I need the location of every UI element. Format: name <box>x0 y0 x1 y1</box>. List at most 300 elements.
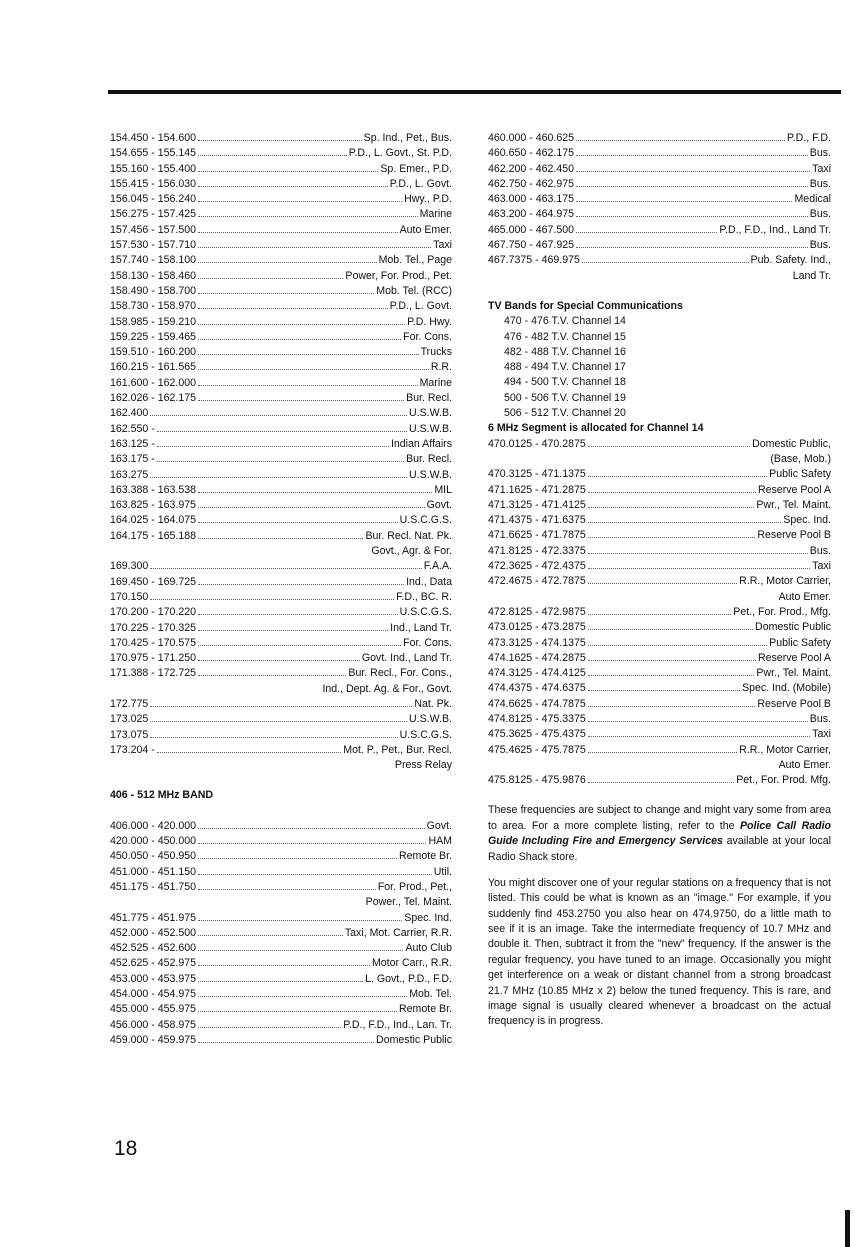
dot-leader <box>588 553 808 554</box>
service-user: U.S.C.G.S. <box>399 606 452 619</box>
frequency-range: 156.275 - 157.425 <box>110 208 197 221</box>
service-user: Govt. Ind., Land Tr. <box>361 652 452 665</box>
service-user: Trucks <box>420 346 452 359</box>
dot-leader <box>157 446 389 447</box>
dot-leader <box>150 477 407 478</box>
frequency-row <box>488 697 831 712</box>
tv-channel-item: 488 - 494 T.V. Channel 17 <box>504 361 626 374</box>
frequency-row <box>110 376 452 391</box>
segment-heading: 6 MHz Segment is allocated for Channel 14 <box>488 422 704 435</box>
dot-leader <box>198 874 432 875</box>
service-user: P.D., F.D. <box>787 132 831 144</box>
service-user: Public Safety <box>769 468 831 481</box>
frequency-row <box>110 651 452 666</box>
frequency-range: 163.388 - 163.538 <box>110 483 197 496</box>
frequency-range: 157.530 - 157.710 <box>110 239 197 252</box>
service-user: P.D., L. Govt. <box>389 300 452 313</box>
frequency-row <box>110 437 452 452</box>
dot-leader <box>576 232 717 233</box>
service-user-continued: Press Relay <box>394 759 452 772</box>
dot-leader <box>198 324 405 325</box>
service-user: Ind., Land Tr. <box>390 621 452 634</box>
frequency-range: 170.200 - 170.220 <box>110 606 197 619</box>
dot-leader <box>198 630 388 631</box>
dot-leader <box>198 400 404 401</box>
frequency-row <box>110 529 452 544</box>
dot-leader <box>198 614 398 615</box>
service-user-continued: Power., Tel. Maint. <box>365 896 452 909</box>
dot-leader <box>157 752 342 753</box>
frequency-row <box>110 177 452 192</box>
frequency-row <box>110 605 452 620</box>
service-user: Medical <box>794 193 831 206</box>
dot-leader <box>588 568 810 569</box>
dot-leader <box>198 675 346 676</box>
service-user: Bur. Recl. <box>406 392 452 405</box>
frequency-row <box>488 467 831 482</box>
dot-leader <box>157 431 407 432</box>
frequency-range: 164.175 - 165.188 <box>110 529 197 542</box>
dot-leader <box>198 889 376 890</box>
frequency-row <box>488 620 831 635</box>
frequency-range: 154.450 - 154.600 <box>110 132 197 144</box>
service-user: F.D., BC. R. <box>396 590 452 603</box>
service-user: Public Safety <box>769 636 831 649</box>
frequency-range: 169.300 <box>110 560 149 573</box>
frequency-range: 465.000 - 467.500 <box>488 223 575 236</box>
frequency-row <box>110 728 452 743</box>
service-user: Taxi <box>812 728 831 741</box>
frequency-row <box>110 972 452 987</box>
frequency-range: 474.1625 - 474.2875 <box>488 651 586 664</box>
page-number: 18 <box>114 1137 138 1160</box>
frequency-range: 163.175 - <box>110 453 155 466</box>
dot-leader <box>198 492 432 493</box>
frequency-range: 158.490 - 158.700 <box>110 284 197 297</box>
dot-leader <box>198 354 419 355</box>
band-heading: 406 - 512 MHz BAND <box>110 789 214 802</box>
service-user: Bus. <box>809 712 831 725</box>
service-user: Reserve Pool B <box>757 697 831 710</box>
service-user: U.S.C.G.S. <box>399 728 452 741</box>
service-user: Reserve Pool A <box>757 483 831 496</box>
frequency-row <box>488 651 831 666</box>
service-user: Domestic Public <box>376 1033 452 1046</box>
frequency-row <box>488 238 831 253</box>
right-column <box>488 131 831 1040</box>
service-user: Power, For. Prod., Pet. <box>345 269 452 282</box>
frequency-row <box>488 743 831 758</box>
frequency-range: 460.000 - 460.625 <box>488 132 575 144</box>
tv-channel-item: 482 - 488 T.V. Channel 16 <box>504 345 626 358</box>
service-user: Mob. Tel., Page <box>378 254 452 267</box>
frequency-range: 450.050 - 450.950 <box>110 850 197 863</box>
dot-leader <box>588 690 740 691</box>
dot-leader <box>576 140 785 141</box>
service-user: Reserve Pool B <box>757 529 831 542</box>
tv-channel-item: 470 - 476 T.V. Channel 14 <box>504 315 626 328</box>
service-user: P.D., L. Govt., St. P.D. <box>348 147 452 160</box>
dot-leader <box>576 216 808 217</box>
dot-leader <box>150 568 421 569</box>
service-user-continued: Ind., Dept. Ag. & For., Govt. <box>322 682 452 695</box>
service-user-continued: (Base, Mob.) <box>770 452 831 465</box>
dot-leader <box>198 920 402 921</box>
dot-leader <box>198 660 360 661</box>
service-user-continued: Auto Emer. <box>778 758 831 771</box>
frequency-range: 471.1625 - 471.2875 <box>488 483 586 496</box>
dot-leader <box>198 965 370 966</box>
dot-leader <box>198 278 343 279</box>
frequency-row <box>110 498 452 513</box>
frequency-row <box>488 773 831 788</box>
frequency-range: 452.525 - 452.600 <box>110 942 197 955</box>
dot-leader <box>576 186 808 187</box>
frequency-row <box>110 911 452 926</box>
frequency-range: 162.026 - 162.175 <box>110 392 197 405</box>
frequency-range: 454.000 - 454.975 <box>110 988 197 1001</box>
frequency-range: 473.0125 - 473.2875 <box>488 621 586 634</box>
frequency-range: 475.8125 - 475.9876 <box>488 774 586 787</box>
service-user: Bus. <box>809 544 831 557</box>
service-user: Govt. <box>426 819 452 832</box>
service-user: Auto Emer. <box>399 223 452 236</box>
dot-leader <box>198 369 429 370</box>
frequency-range: 162.550 - <box>110 422 155 435</box>
frequency-row <box>110 621 452 636</box>
frequency-row <box>110 146 452 161</box>
dot-leader <box>198 507 425 508</box>
frequency-row <box>110 941 452 956</box>
service-user: R.R. <box>430 361 452 374</box>
dot-leader <box>198 155 347 156</box>
service-user: Domestic Public <box>755 621 831 634</box>
service-user: Spec. Ind. <box>783 514 831 527</box>
dot-leader <box>198 1011 397 1012</box>
frequency-row <box>488 666 831 681</box>
dot-leader <box>198 308 388 309</box>
frequency-row <box>110 452 452 467</box>
dot-leader <box>198 522 398 523</box>
service-user: Nat. Pk. <box>414 697 452 710</box>
service-user: Reserve Pool A <box>757 651 831 664</box>
channel-14-segment-list <box>488 437 831 789</box>
dot-leader <box>198 645 401 646</box>
service-user: Bus. <box>809 177 831 190</box>
frequency-range: 155.160 - 155.400 <box>110 162 197 175</box>
service-user: Pub. Safety. Ind., <box>750 254 831 267</box>
dot-leader <box>157 461 404 462</box>
dot-leader <box>198 538 363 539</box>
frequency-range: 455.000 - 455.975 <box>110 1003 197 1016</box>
frequency-range: 157.740 - 158.100 <box>110 254 197 267</box>
service-user: Util. <box>433 865 452 878</box>
frequency-row <box>110 1002 452 1017</box>
frequency-range: 472.3625 - 472.4375 <box>488 560 586 573</box>
dot-leader <box>198 186 388 187</box>
frequency-range: 471.8125 - 472.3375 <box>488 544 586 557</box>
frequency-range: 475.3625 - 475.4375 <box>488 728 586 741</box>
dot-leader <box>588 446 750 447</box>
dot-leader <box>576 155 808 156</box>
frequency-row <box>110 269 452 284</box>
dot-leader <box>198 262 377 263</box>
frequency-row <box>488 513 831 528</box>
service-user: Bur. Recl. Nat. Pk. <box>365 529 452 542</box>
frequency-row <box>110 207 452 222</box>
frequency-range: 160.215 - 161.565 <box>110 361 197 374</box>
frequency-row <box>488 162 831 177</box>
frequency-range: 163.825 - 163.975 <box>110 499 197 512</box>
frequency-row <box>488 131 831 146</box>
dot-leader <box>198 935 343 936</box>
dot-leader <box>198 858 397 859</box>
frequency-range: 170.225 - 170.325 <box>110 621 197 634</box>
frequency-row <box>110 590 452 605</box>
frequency-row <box>110 559 452 574</box>
frequency-range: 159.510 - 160.200 <box>110 346 197 359</box>
dot-leader <box>198 339 401 340</box>
dot-leader <box>582 262 749 263</box>
service-user: P.D. Hwy. <box>407 315 452 328</box>
dot-leader <box>588 660 756 661</box>
service-user: Spec. Ind. (Mobile) <box>742 682 831 695</box>
tv-channel-list <box>488 314 831 421</box>
frequency-range: 164.025 - 164.075 <box>110 514 197 527</box>
dot-leader <box>588 476 767 477</box>
frequency-range: 406.000 - 420.000 <box>110 819 197 832</box>
service-user: U.S.C.G.S. <box>399 514 452 527</box>
frequency-row <box>110 865 452 880</box>
frequency-row <box>110 299 452 314</box>
frequency-range: 456.000 - 458.975 <box>110 1018 197 1031</box>
frequency-range: 453.000 - 453.975 <box>110 972 197 985</box>
frequency-range: 474.3125 - 474.4125 <box>488 667 586 680</box>
service-user: Pwr., Tel. Maint. <box>756 667 831 680</box>
dot-leader <box>198 171 378 172</box>
frequency-range: 471.6625 - 471.7875 <box>488 529 586 542</box>
frequency-row <box>110 253 452 268</box>
dot-leader <box>198 201 402 202</box>
frequency-row <box>488 483 831 498</box>
frequency-row <box>488 437 831 452</box>
service-user: Indian Affairs <box>390 437 452 450</box>
frequency-row <box>110 345 452 360</box>
frequency-row <box>110 391 452 406</box>
frequency-range: 474.8125 - 475.3375 <box>488 712 586 725</box>
tv-channel-item: 506 - 512 T.V. Channel 20 <box>504 407 626 420</box>
dot-leader <box>576 171 810 172</box>
frequency-range: 474.6625 - 474.7875 <box>488 697 586 710</box>
frequency-row <box>110 819 452 834</box>
dot-leader <box>198 216 418 217</box>
frequency-row <box>488 177 831 192</box>
dot-leader <box>198 1027 341 1028</box>
frequency-row <box>488 574 831 589</box>
service-user: MIL <box>434 483 452 496</box>
frequency-row <box>110 284 452 299</box>
service-user: Bur. Recl., For. Cons., <box>348 667 452 680</box>
service-user: Sp. Ind., Pet., Bus. <box>363 132 452 144</box>
tv-bands-heading: TV Bands for Special Communications <box>488 299 683 312</box>
service-user: Mob. Tel. (RCC) <box>376 284 452 297</box>
frequency-range: 451.175 - 451.750 <box>110 880 197 893</box>
frequency-range: 475.4625 - 475.7875 <box>488 743 586 756</box>
frequency-row <box>488 636 831 651</box>
dot-leader <box>588 614 731 615</box>
frequency-range: 452.000 - 452.500 <box>110 926 197 939</box>
service-user: Marine <box>419 376 452 389</box>
dot-leader <box>198 584 404 585</box>
frequency-row <box>488 605 831 620</box>
dot-leader <box>198 1042 374 1043</box>
service-user: Pet., For. Prod. Mfg. <box>736 774 831 787</box>
frequency-range: 170.425 - 170.575 <box>110 636 197 649</box>
dot-leader <box>198 828 425 829</box>
frequency-range: 171.388 - 172.725 <box>110 667 197 680</box>
dot-leader <box>198 996 407 997</box>
frequency-range: 473.3125 - 474.1375 <box>488 636 586 649</box>
frequency-row <box>110 330 452 345</box>
frequency-range: 474.4375 - 474.6375 <box>488 682 586 695</box>
frequency-row <box>110 575 452 590</box>
frequency-range: 471.4375 - 471.6375 <box>488 514 586 527</box>
frequency-row <box>110 315 452 330</box>
left-column <box>110 131 452 1048</box>
dot-leader <box>150 737 397 738</box>
frequency-list-uhf-upper <box>488 131 831 284</box>
frequency-row <box>488 544 831 559</box>
frequency-range: 451.000 - 451.150 <box>110 865 197 878</box>
service-user: Mob. Tel. <box>409 988 452 1001</box>
frequency-row <box>110 849 452 864</box>
dot-leader <box>588 645 767 646</box>
frequency-row <box>110 422 452 437</box>
frequency-row <box>110 712 452 727</box>
frequency-row <box>110 636 452 651</box>
service-user: Pet., For. Prod., Mfg. <box>733 605 831 618</box>
tv-channel-item: 494 - 500 T.V. Channel 18 <box>504 376 626 389</box>
frequency-range: 169.450 - 169.725 <box>110 575 197 588</box>
frequency-range: 158.730 - 158.970 <box>110 300 197 313</box>
dot-leader <box>198 843 426 844</box>
service-user: Bur. Recl. <box>406 453 452 466</box>
service-user: Taxi <box>812 162 831 175</box>
frequency-range: 156.045 - 156.240 <box>110 193 197 206</box>
dot-leader <box>588 721 808 722</box>
dot-leader <box>588 675 755 676</box>
frequency-range: 459.000 - 459.975 <box>110 1033 197 1046</box>
service-user: P.D., F.D., Ind., Lan. Tr. <box>343 1018 452 1031</box>
dot-leader <box>588 522 782 523</box>
frequency-range: 472.4675 - 472.7875 <box>488 575 586 588</box>
service-user: P.D., L. Govt. <box>389 177 452 190</box>
service-user: Pwr., Tel. Maint. <box>756 498 831 511</box>
dot-leader <box>150 599 394 600</box>
frequency-row <box>488 681 831 696</box>
service-user: Taxi <box>433 239 452 252</box>
frequency-range: 470.0125 - 470.2875 <box>488 437 586 450</box>
frequency-range: 463.000 - 463.175 <box>488 193 575 206</box>
dot-leader <box>198 385 418 386</box>
frequency-range: 173.075 <box>110 728 149 741</box>
frequency-row <box>488 223 831 238</box>
frequency-row <box>488 253 831 268</box>
service-user: Remote Br. <box>399 850 452 863</box>
service-user: Mot. P., Pet., Bur. Recl. <box>343 743 452 756</box>
dot-leader <box>150 721 407 722</box>
frequency-row <box>110 192 452 207</box>
frequency-range: 451.775 - 451.975 <box>110 911 197 924</box>
dot-leader <box>198 247 431 248</box>
frequency-row <box>488 498 831 513</box>
service-user: Govt. <box>426 499 452 512</box>
service-user: R.R., Motor Carrier, <box>739 743 831 756</box>
dot-leader <box>150 706 412 707</box>
dot-leader <box>576 201 792 202</box>
note-paragraph-2: You might discover one of your regular stations on a frequency that is not listed. This could be what is known as an "image." For example, if you suddenly find 453.2750 you also hear on 474.9750, do a little math to see if it is an image. Take the intermediate frequency of 10.7 MHz and double it. Then, subtract it from the "new" frequency. If the answer is the regular frequency, you have tuned to an image. Occasionally you might get interference on a weak or distant channel from a strong broadcast 21.7 MHz (10.85 MHz x 2) below the tuned frequency. This is rare, and image signal is usually cleared whenever a broadcast on the actual frequency is in progress. <box>488 876 831 1028</box>
frequency-range: 462.200 - 462.450 <box>488 162 575 175</box>
frequency-range: 471.3125 - 471.4125 <box>488 498 586 511</box>
frequency-row <box>110 956 452 971</box>
frequency-row <box>110 162 452 177</box>
frequency-range: 420.000 - 450.000 <box>110 835 197 848</box>
dot-leader <box>198 293 374 294</box>
frequency-range: 158.130 - 158.460 <box>110 269 197 282</box>
edge-mark <box>845 1210 850 1247</box>
frequency-range: 162.400 <box>110 407 149 420</box>
frequency-range: 157.456 - 157.500 <box>110 223 197 236</box>
service-user: F.A.A. <box>423 560 452 573</box>
frequency-range: 161.600 - 162.000 <box>110 376 197 389</box>
dot-leader <box>588 736 810 737</box>
frequency-row <box>110 468 452 483</box>
dot-leader <box>588 492 756 493</box>
frequency-row <box>110 880 452 895</box>
note-paragraph-1: These frequencies are subject to change and might vary some from area to area. For a more complete listing, refer to the Police Call Radio Guide Including Fire and Emergency Services available at your local Radio Shack store. <box>488 804 831 863</box>
frequency-range: 158.985 - 159.210 <box>110 315 197 328</box>
service-user: Bus. <box>809 239 831 252</box>
frequency-range: 472.8125 - 472.9875 <box>488 605 586 618</box>
frequency-row <box>110 743 452 758</box>
service-user-continued: Land Tr. <box>792 269 831 282</box>
service-user-continued: Govt., Agr. & For. <box>371 545 452 558</box>
dot-leader <box>588 782 734 783</box>
frequency-range: 470.3125 - 471.1375 <box>488 468 586 481</box>
frequency-range: 452.625 - 452.975 <box>110 957 197 970</box>
tv-channel-item: 476 - 482 T.V. Channel 15 <box>504 330 626 343</box>
frequency-row <box>110 987 452 1002</box>
frequency-row <box>110 834 452 849</box>
frequency-row <box>110 483 452 498</box>
frequency-row <box>110 1033 452 1048</box>
frequency-row <box>488 207 831 222</box>
service-user: Remote Br. <box>399 1003 452 1016</box>
frequency-range: 155.415 - 156.030 <box>110 177 197 190</box>
service-user: U.S.W.B. <box>409 422 452 435</box>
frequency-row <box>488 712 831 727</box>
service-user: Taxi <box>812 560 831 573</box>
service-user: Bus. <box>809 208 831 221</box>
frequency-range: 462.750 - 462.975 <box>488 177 575 190</box>
frequency-range: 163.125 - <box>110 437 155 450</box>
book-title: Police Call Radio Guide Including Fire and Emergency Services <box>488 819 831 848</box>
dot-leader <box>198 232 398 233</box>
frequency-list-uhf <box>110 819 452 1048</box>
frequency-row <box>110 223 452 238</box>
dot-leader <box>588 706 756 707</box>
service-user: Marine <box>419 208 452 221</box>
